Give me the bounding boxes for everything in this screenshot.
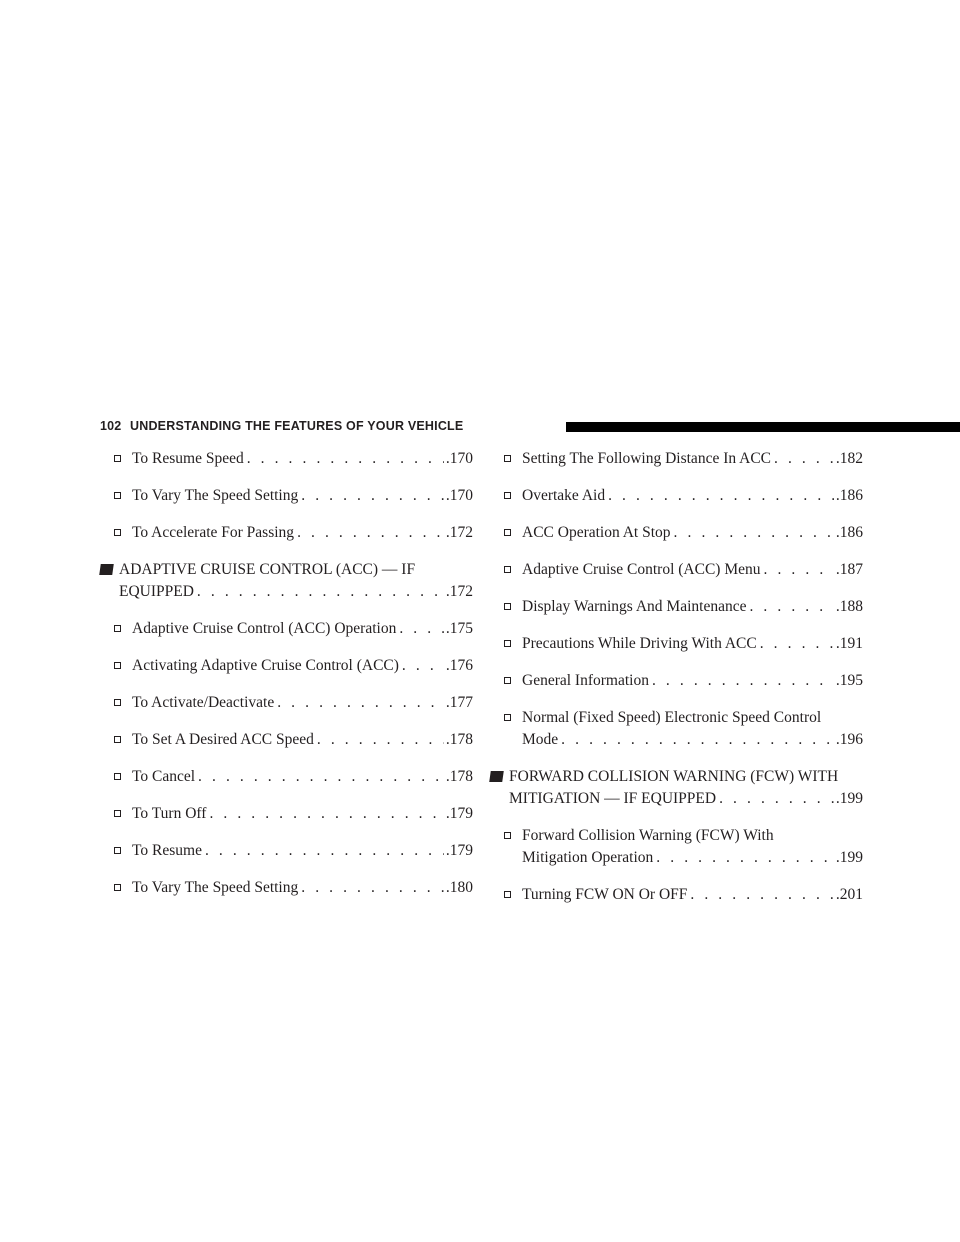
dot-leader	[656, 847, 834, 869]
toc-entry-line	[132, 803, 473, 825]
toc-entry-title: To Activate/Deactivate	[132, 694, 275, 711]
filled-square-bullet-icon	[489, 771, 504, 782]
toc-entry-title: ACC Operation At Stop	[522, 524, 671, 541]
toc-subentry[interactable]	[490, 596, 863, 618]
toc-subentry[interactable]	[100, 729, 473, 751]
toc-entry-title: Display Warnings And Maintenance	[522, 598, 747, 615]
dot-leader	[205, 840, 444, 862]
toc-page-number: .178	[445, 768, 473, 785]
toc-page-number: .172	[445, 524, 473, 541]
toc-page-number: .178	[445, 731, 473, 748]
dot-leader	[608, 485, 834, 507]
toc-entry-line	[522, 884, 863, 906]
toc-page-number: .179	[445, 842, 473, 859]
toc-entry-line	[132, 840, 473, 862]
toc-subentry[interactable]	[100, 522, 473, 544]
toc-entry-line	[132, 729, 473, 751]
toc-subentry[interactable]	[100, 448, 473, 470]
toc-subentry[interactable]	[490, 559, 863, 581]
toc-page-number: .170	[445, 487, 473, 504]
toc-page-number: .191	[835, 635, 863, 652]
dot-leader	[749, 596, 833, 618]
toc-subentry[interactable]	[100, 692, 473, 714]
hollow-square-bullet-icon	[114, 810, 121, 817]
dot-leader	[719, 788, 834, 810]
toc-entry-title: To Resume	[132, 842, 202, 859]
toc-entry-title: To Accelerate For Passing	[132, 524, 295, 541]
toc-page-number: .201	[835, 886, 863, 903]
dot-leader	[297, 522, 444, 544]
dot-leader	[674, 522, 834, 544]
toc-entry-title: Adaptive Cruise Control (ACC) Menu	[522, 561, 761, 578]
toc-entry-title: To Vary The Speed Setting	[132, 487, 299, 504]
toc-entry-title: Setting The Following Distance In ACC	[522, 450, 771, 467]
toc-entry-title: EQUIPPED	[119, 583, 194, 600]
dot-leader	[197, 581, 444, 603]
header-rule	[566, 422, 960, 432]
toc-entry-title: Turning FCW ON Or OFF	[522, 886, 688, 903]
dot-leader	[301, 485, 444, 507]
toc-entry-line	[522, 729, 863, 751]
toc-subentry[interactable]	[100, 655, 473, 677]
toc-entry-title: Mode	[522, 731, 559, 748]
toc-entry-title: To Cancel	[132, 768, 196, 785]
hollow-square-bullet-icon	[114, 773, 121, 780]
hollow-square-bullet-icon	[114, 884, 121, 891]
dot-leader	[760, 633, 834, 655]
dot-leader	[277, 692, 444, 714]
toc-entry-line	[119, 581, 473, 603]
toc-page-number: .199	[835, 849, 863, 866]
dot-leader	[764, 559, 834, 581]
hollow-square-bullet-icon	[114, 455, 121, 462]
hollow-square-bullet-icon	[114, 492, 121, 499]
dot-leader	[774, 448, 834, 470]
hollow-square-bullet-icon	[504, 640, 511, 647]
hollow-square-bullet-icon	[114, 847, 121, 854]
toc-subentry[interactable]	[490, 633, 863, 655]
toc-entry-title: To Set A Desired ACC Speed	[132, 731, 314, 748]
toc-subentry[interactable]	[100, 803, 473, 825]
hollow-square-bullet-icon	[504, 714, 511, 721]
toc-entry-line	[132, 522, 473, 544]
page-header	[100, 414, 862, 438]
section-title: UNDERSTANDING THE FEATURES OF YOUR VEHICLE	[130, 419, 464, 433]
toc-page-number: .179	[445, 805, 473, 822]
toc-entry-line	[522, 522, 863, 544]
filled-square-bullet-icon	[99, 564, 114, 575]
toc-section-entry[interactable]	[490, 766, 863, 810]
dot-leader	[301, 877, 444, 899]
toc-entry-line	[132, 448, 473, 470]
dot-leader	[652, 670, 834, 692]
toc-entry-line	[522, 633, 863, 655]
dot-leader	[561, 729, 834, 751]
toc-entry-line	[522, 847, 863, 869]
toc-entry-line	[132, 485, 473, 507]
toc-entry-title: Activating Adaptive Cruise Control (ACC)	[132, 657, 399, 674]
toc-page-number: .170	[445, 450, 473, 467]
toc-subentry[interactable]	[490, 884, 863, 906]
toc-entry-title: Precautions While Driving With ACC	[522, 635, 757, 652]
toc-entry-line	[132, 692, 473, 714]
toc-entry-title: To Vary The Speed Setting	[132, 879, 299, 896]
hollow-square-bullet-icon	[114, 699, 121, 706]
toc-left-column	[100, 448, 473, 914]
toc-entry-line	[522, 596, 863, 618]
toc-entry-title-line: FORWARD COLLISION WARNING (FCW) WITH	[509, 768, 839, 785]
toc-subentry[interactable]	[100, 877, 473, 899]
toc-entry-title: Adaptive Cruise Control (ACC) Operation	[132, 620, 397, 637]
hollow-square-bullet-icon	[114, 736, 121, 743]
hollow-square-bullet-icon	[114, 662, 121, 669]
toc-page-number: .186	[835, 524, 863, 541]
toc-subentry[interactable]	[100, 840, 473, 862]
hollow-square-bullet-icon	[504, 492, 511, 499]
toc-subentry[interactable]	[490, 670, 863, 692]
toc-subentry[interactable]	[100, 618, 473, 640]
dot-leader	[402, 655, 444, 677]
dot-leader	[317, 729, 444, 751]
toc-entry-line	[522, 448, 863, 470]
toc-entry-line	[132, 618, 473, 640]
toc-page-number: .172	[445, 583, 473, 600]
hollow-square-bullet-icon	[504, 566, 511, 573]
toc-entry-title-line: Normal (Fixed Speed) Electronic Speed Control	[522, 709, 822, 726]
toc-subentry[interactable]	[490, 522, 863, 544]
toc-entry-line	[522, 559, 863, 581]
toc-entry-title: To Resume Speed	[132, 450, 244, 467]
toc-section-entry[interactable]	[100, 559, 473, 603]
dot-leader	[209, 803, 443, 825]
toc-entry-title-line: ADAPTIVE CRUISE CONTROL (ACC) — IF	[119, 561, 416, 578]
toc-page-number: .180	[445, 879, 473, 896]
hollow-square-bullet-icon	[504, 891, 511, 898]
toc-page-number: .195	[835, 672, 863, 689]
toc-page-number: .187	[835, 561, 863, 578]
dot-leader	[247, 448, 444, 470]
toc-subentry[interactable]	[490, 485, 863, 507]
toc-subentry[interactable]	[490, 448, 863, 470]
toc-page-number: .196	[835, 731, 863, 748]
toc-page-number: .175	[445, 620, 473, 637]
toc-entry-line	[509, 788, 863, 810]
hollow-square-bullet-icon	[504, 455, 511, 462]
toc-entry-title: Mitigation Operation	[522, 849, 654, 866]
toc-entry-line	[522, 485, 863, 507]
dot-leader	[690, 884, 833, 906]
toc-entry-title-line: Forward Collision Warning (FCW) With	[522, 827, 774, 844]
hollow-square-bullet-icon	[114, 625, 121, 632]
hollow-square-bullet-icon	[504, 832, 511, 839]
dot-leader	[399, 618, 444, 640]
toc-entry-title: MITIGATION — IF EQUIPPED	[509, 790, 717, 807]
toc-page-number: .177	[445, 694, 473, 711]
toc-subentry[interactable]	[490, 825, 863, 869]
toc-entry-line	[522, 670, 863, 692]
hollow-square-bullet-icon	[114, 529, 121, 536]
toc-page-number: .199	[835, 790, 863, 807]
toc-entry-title: Overtake Aid	[522, 487, 606, 504]
toc-subentry[interactable]	[100, 766, 473, 788]
toc-subentry[interactable]	[100, 485, 473, 507]
toc-page-number: .188	[835, 598, 863, 615]
dot-leader	[198, 766, 444, 788]
toc-subentry[interactable]	[490, 707, 863, 751]
toc-entry-title: To Turn Off	[132, 805, 207, 822]
toc-entry-title: General Information	[522, 672, 649, 689]
toc-page-number: .186	[835, 487, 863, 504]
hollow-square-bullet-icon	[504, 529, 511, 536]
toc-entry-line	[132, 877, 473, 899]
toc-entry-line	[132, 766, 473, 788]
hollow-square-bullet-icon	[504, 677, 511, 684]
page-number: 102	[100, 419, 122, 433]
toc-page-number: .182	[835, 450, 863, 467]
hollow-square-bullet-icon	[504, 603, 511, 610]
toc-entry-line	[132, 655, 473, 677]
toc-page-number: .176	[445, 657, 473, 674]
toc-right-column	[490, 448, 863, 921]
